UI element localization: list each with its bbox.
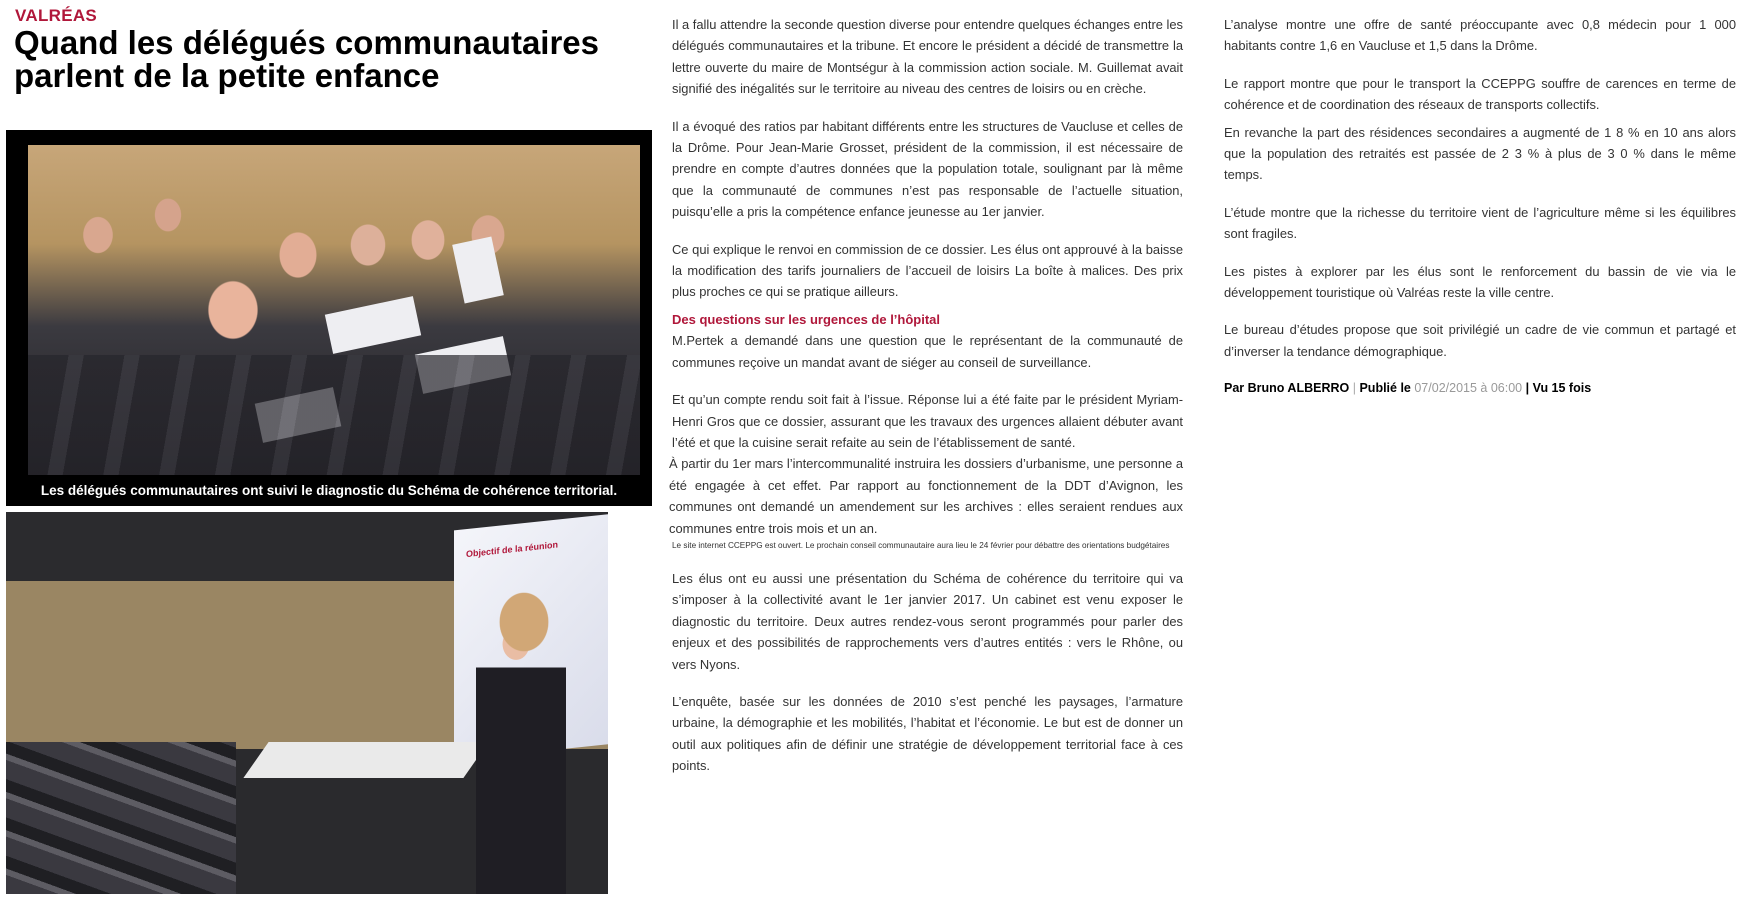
photo-caption: Les délégués communautaires ont suivi le diagnostic du Schéma de cohérence territorial. <box>40 483 618 498</box>
section-subheading: Des questions sur les urgences de l’hôpital <box>672 311 941 327</box>
article-headline: Quand les délégués communautaires parlent de la petite enfance <box>14 24 600 94</box>
paragraph: L’analyse montre une offre de santé préoccupante avec 0,8 médecin pour 1 000 habitants contre 1,6 en Vaucluse et 1,5 dans la Drôme. <box>1224 17 1736 54</box>
article-photo-presentation <box>6 512 608 894</box>
paragraph: Le bureau d’études propose que soit privilégié un cadre de vie commun et partagé et d’inverser la tendance démographique. <box>1224 322 1736 359</box>
article-column-middle <box>669 14 1183 793</box>
photo-delegates-image <box>28 145 640 475</box>
paragraph: L’enquête, basée sur les données de 2010 s’est penché les paysages, l’armature urbaine, la démographie et les mobilités, l’habitat et l’économie. Le but est de donner un outil aux politiques afin de définir une stratégie de développement territorial face à ces points. <box>672 693 1183 774</box>
paragraph: Les pistes à explorer par les élus sont le renforcement du bassin de vie via le développement touristique où Valréas reste la ville centre. <box>1224 263 1736 301</box>
section-kicker: VALRÉAS <box>15 6 98 25</box>
published-label: Publié le <box>1359 381 1411 396</box>
view-count: | Vu 15 fois <box>1525 381 1592 396</box>
paragraph: Les élus ont eu aussi une présentation du Schéma de cohérence du territoire qui va s’imposer à la collectivité avant le 1er janvier 2017. Un cabinet est venu exposer le diagnostic du territoire. Deux autres rendez-vous seront programmés pour parler des enjeux et des possibilités de rapprochements vers d’autres entités : vers le Rhône, ou vers Nyons. <box>672 570 1183 672</box>
paragraph: Il a évoqué des ratios par habitant différents entre les structures de Vaucluse et celles de la Drôme. Pour Jean-Marie Grosset, président de la commission, il est nécessaire de prendre en compte d’autres données que la population totale, soulignant par là même que la communauté de communes n’est pas responsable de l’actuelle situation, puisqu’elle a pris la compétence enfance jeunesse au 1er janvier. <box>672 118 1183 220</box>
paragraph: Le rapport montre que pour le transport la CCEPPG souffre de carences en terme de cohérence et de coordination des réseaux de transports collectifs. <box>1224 75 1736 113</box>
paragraph: En revanche la part des résidences secondaires a augmenté de 1 8 % en 10 ans alors que la population des retraités est passée de 2 3 % à plus de 3 0 % dans le même temps. <box>1224 124 1736 183</box>
paragraph: Ce qui explique le renvoi en commission de ce dossier. Les élus ont approuvé à la baisse la modification des tarifs journaliers de l’accueil de loisirs La boîte à malices. Des prix plus proches ce qui se pratique ailleurs. <box>672 241 1183 300</box>
speaker-figure <box>476 592 566 894</box>
article-photo-meeting <box>6 130 652 506</box>
paragraph: L’étude montre que la richesse du territoire vient de l’agriculture même si les équilibres sont fragiles. <box>1224 204 1736 242</box>
audience <box>6 742 236 894</box>
article-byline <box>1224 378 1736 399</box>
paragraph: M.Pertek a demandé dans une question que le représentant de la communauté de communes reçoive un mandat avant de siéger au conseil de surveillance. <box>672 333 1183 370</box>
author-name[interactable]: Par Bruno ALBERRO <box>1224 381 1350 396</box>
presentation-table <box>243 742 488 778</box>
byline-separator: | <box>1352 381 1356 396</box>
published-date: 07/02/2015 à 06:00 <box>1414 381 1523 396</box>
info-note: Le site internet CCEPPG est ouvert. Le prochain conseil communautaire aura lieu le 24 février pour débattre des orientations budgétaires <box>672 540 1170 550</box>
paragraph: Il a fallu attendre la seconde question diverse pour entendre quelques échanges entre les délégués communautaires et la tribune. Et encore le président a décidé de transmettre la lettre ouverte du maire de Montségur à la commission action sociale. M. Guillemat avait signifié des inégalités sur le territoire au niveau des centres de loisirs ou en crèche. <box>672 17 1183 97</box>
paragraph: Et qu’un compte rendu soit fait à l’issue. Réponse lui a été faite par le président Myriam-Henri Gros que ce dossier, assurant que les travaux des urgences allaient débuter avant l’été et que la cuisine serait refaite au sein de l’établissement de santé. <box>672 392 1183 450</box>
article-column-right <box>1224 17 1736 400</box>
paragraph: À partir du 1er mars l’intercommunalité instruira les dossiers d’urbanisme, une personne a été engagée à cet effet. Par rapport au fonctionnement de la DDT d’Avignon, les communes ont demandé un amendement sur les archives : elles seraient rendues aux communes entre trois mois et un an. <box>669 456 1183 536</box>
screen-title: Objectif de la réunion <box>466 539 559 560</box>
